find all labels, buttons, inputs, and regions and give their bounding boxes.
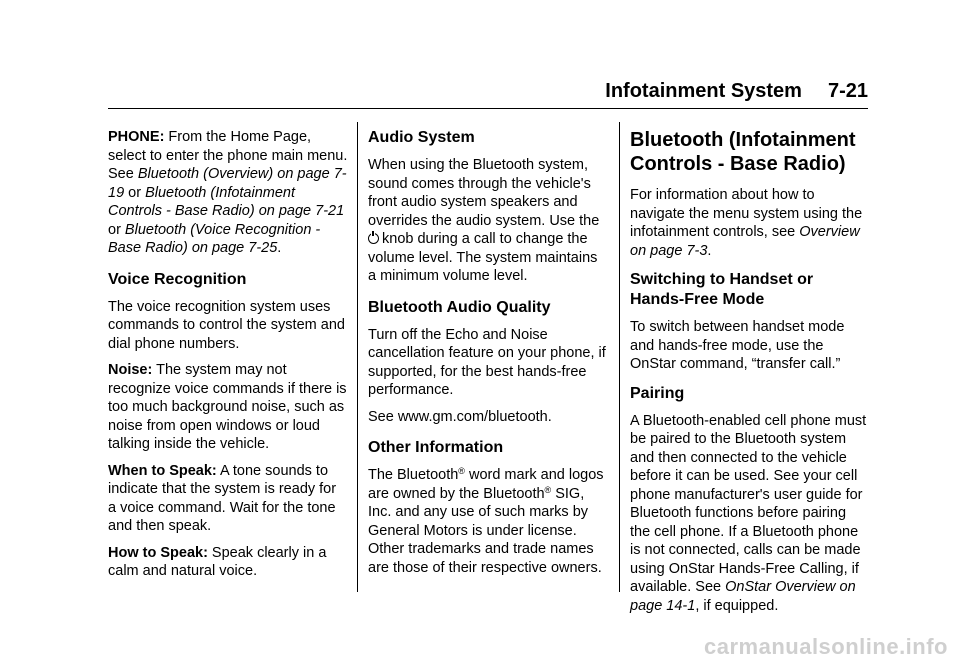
when-text: A tone sounds to indicate that the system is ready for a voice command. Wait for the tone and then speak. [108,462,337,534]
watermark: carmanualsonline.info [704,634,948,659]
section-title: Infotainment System [605,80,802,102]
registered-mark-1: ® [458,466,465,476]
audio-quality-heading: Bluetooth Audio Quality [368,298,551,316]
page-number: 7-21 [827,80,868,102]
pairing-text: A Bluetooth-enabled cell phone must be paired to the Bluetooth system and then connected to the vehicle before it can be used. See your cell phone manufacturer's user guide for Bluetooth functions before pairing the cell phone. If a Bluetooth phone is not connected, calls can be made using OnStar Hands-Free Calling, if available. See [630,412,867,595]
xref-bluetooth-base-radio[interactable]: Bluetooth (Infotainment Controls - Base Radio) on page 7-21 [108,184,345,219]
other-information-heading: Other Information [368,439,504,456]
phone-end: . [277,240,282,256]
column-2 [368,128,608,585]
phone-or-2: or [108,221,125,238]
pairing-end: , if equipped. [695,597,779,614]
noise-label: Noise: [108,362,153,378]
column-divider-2 [619,122,620,592]
audio-text-2: knob during a call to change the volume level. The system maintains a minimum volume level. [368,231,598,284]
header-rule [108,108,868,109]
voice-recognition-heading: Voice Recognition [108,270,247,288]
quality-paragraph: Turn off the Echo and Noise cancellation feature on your phone, if supported, for the best hands-free performance. [368,326,606,398]
audio-text-1: When using the Bluetooth system, sound comes through the vehicle's front audio system speakers and overrides the audio system. Use the [368,157,600,229]
noise-paragraph [108,361,348,454]
power-knob-icon [368,233,379,244]
main-paragraph [630,186,870,260]
xref-overview[interactable]: Overview on page 7-3 [630,224,860,259]
other-text-2: word mark and logos are owned by the Bluetooth [368,467,604,502]
audio-paragraph [368,156,608,286]
when-label: When to Speak: [108,462,217,479]
other-paragraph [368,466,608,577]
pairing-heading: Pairing [630,384,685,402]
main-end: . [707,242,712,259]
running-header [605,80,868,103]
switching-paragraph: To switch between handset mode and hands-free mode, use the OnStar command, “transfer call.” [630,319,845,372]
audio-system-heading: Audio System [368,129,475,146]
other-text-3: SIG, Inc. and any use of such marks by General Motors is under license. Other trademarks and trade names are those of their respective owners. [368,485,602,576]
how-paragraph [108,544,348,581]
switching-heading: Switching to Handset or Hands-Free Mode [630,271,814,308]
how-text: Speak clearly in a calm and natural voice. [108,544,327,579]
xref-bluetooth-voice-recognition[interactable]: Bluetooth (Voice Recognition - Base Radio) on page 7-25 [108,221,321,256]
phone-text: From the Home Page, select to enter the phone main menu. See [108,129,348,182]
bluetooth-section-heading: Bluetooth (Infotainment Controls - Base Radio) [630,129,856,175]
main-text: For information about how to navigate the menu system using the infotainment controls, see [630,187,863,240]
phone-paragraph [108,128,348,258]
registered-mark-2: ® [544,484,552,495]
voice-intro: The voice recognition system uses commands to control the system and dial phone numbers. [108,298,345,352]
xref-onstar-overview[interactable]: OnStar Overview on page 14-1 [630,579,856,614]
how-label: How to Speak: [108,544,208,561]
column-divider-1 [357,122,358,592]
when-paragraph [108,462,348,536]
quality-see-url: See www.gm.com/bluetooth. [368,408,552,425]
xref-bluetooth-overview[interactable]: Bluetooth (Overview) on page 7-19 [108,166,347,201]
phone-or-1: or [124,184,146,201]
noise-text: The system may not recognize voice commands if there is too much background noise, such as noise from open windows or loud talking inside the vehicle. [108,362,347,452]
other-text-1: The Bluetooth [368,467,459,483]
column-1 [108,128,348,589]
column-3 [630,128,870,623]
phone-label: PHONE: [108,129,165,145]
pairing-paragraph [630,412,870,616]
